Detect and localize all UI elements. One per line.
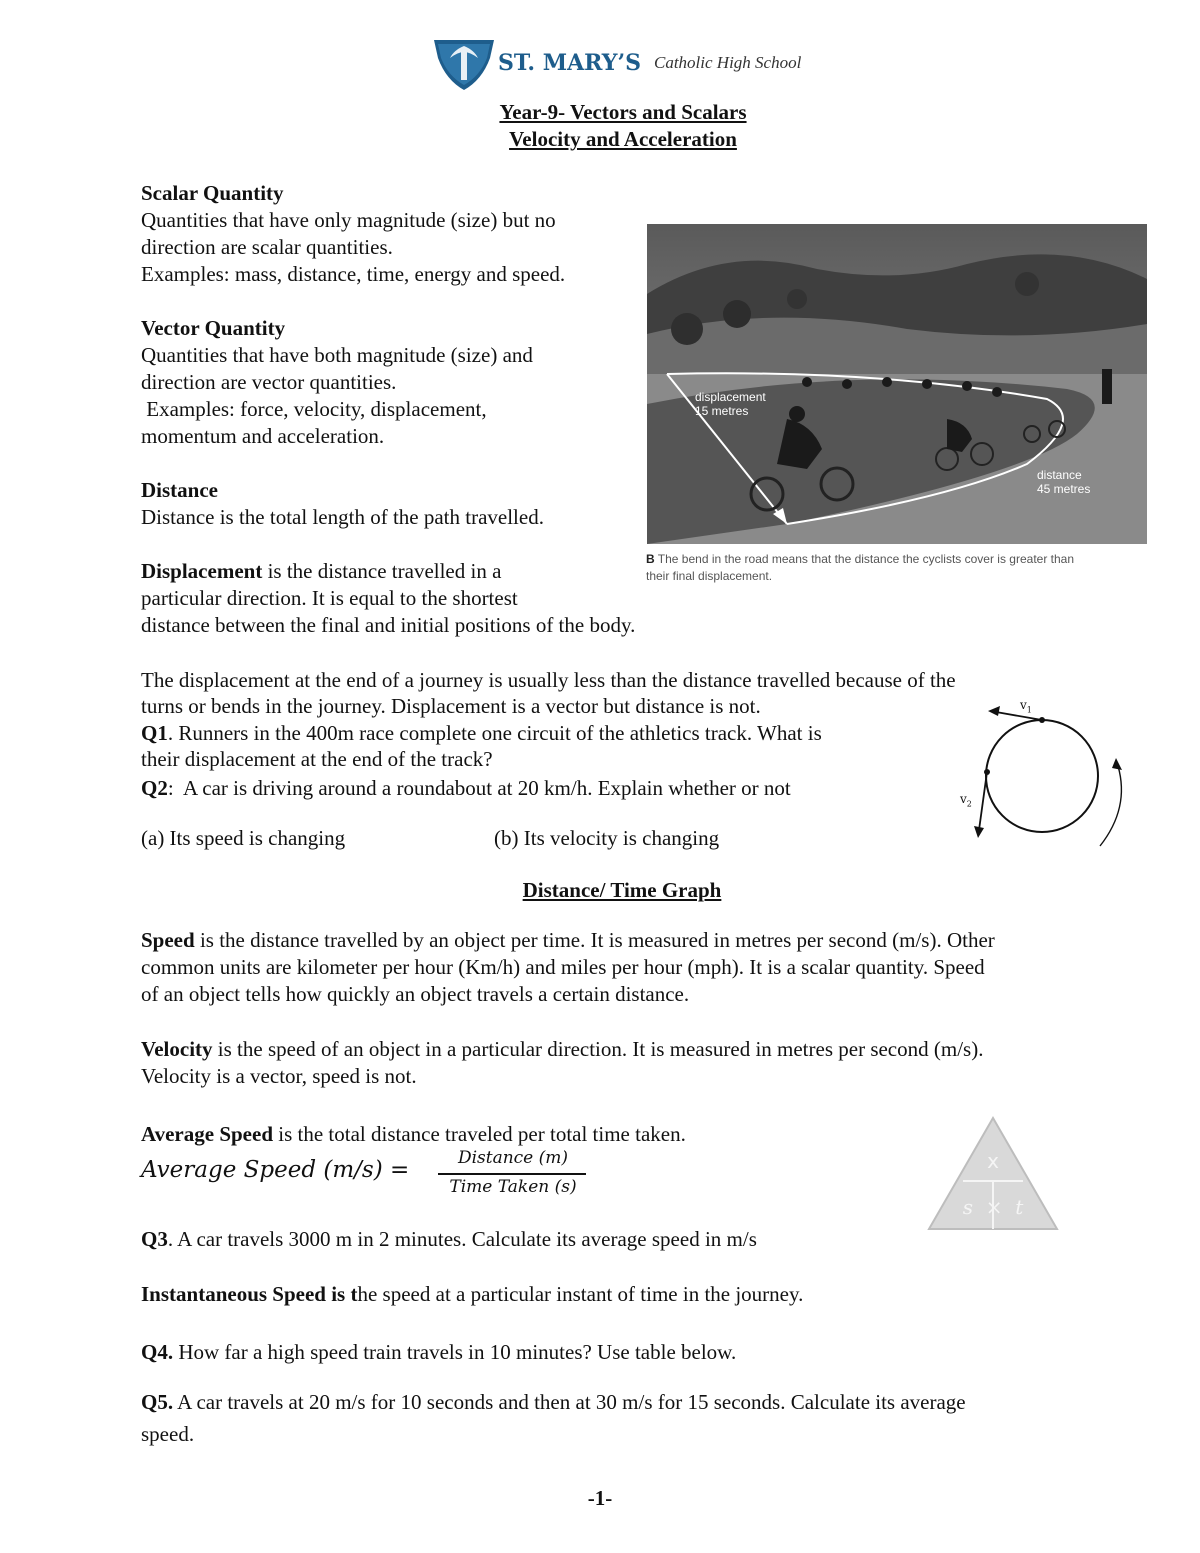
school-name: ST. MARY’S [498,50,642,76]
q1-text: . Runners in the 400m race complete one circuit of the athletics track. What is [167,721,822,745]
scalar-line-2: direction are scalar quantities. [141,235,393,259]
q2-text: : A car is driving around a roundabout at 20 km/h. Explain whether or not [167,776,791,800]
q5-label: Q5. [141,1390,174,1414]
graph-section-title: Distance/ Time Graph [522,878,722,902]
q4-text: How far a high speed train travels in 10 minutes? Use table below. [173,1340,737,1364]
photo-caption-line-2: their final displacement. [646,569,773,583]
q1-line-2: their displacement at the end of the track? [141,747,493,771]
displacement-line-3: distance between the final and initial positions of the body. [141,613,636,637]
v1-label [1020,698,1032,714]
formula-denominator: Time Taken (s) [449,1177,577,1197]
speed-line-2: common units are kilometer per hour (Km/h) and miles per hour (mph). It is a scalar quantity. Speed [141,955,985,979]
scalar-line-1: Quantities that have only magnitude (size) but no [141,208,556,232]
journey-line-1: The displacement at the end of a journey is usually less than the distance travelled because of the [141,668,956,692]
velocity-line-2: Velocity is a vector, speed is not. [141,1064,417,1088]
formula-lhs: Average Speed (m/s) = [141,1157,410,1183]
speed-line-1 [141,927,995,954]
page-number: -1- [587,1486,613,1510]
v1-symbol: v [1020,698,1027,712]
velocity-term: Velocity [141,1037,213,1061]
school-subtitle: Catholic High School [654,53,802,72]
q3-line [141,1226,757,1253]
speed-line-3: of an object tells how quickly an object travels a certain distance. [141,982,690,1006]
formula-numerator: Distance (m) [457,1148,569,1168]
v2-subscript: 2 [966,799,972,809]
vector-line-2: direction are vector quantities. [141,370,397,394]
triangle-bottom-label: s × t [962,1195,1024,1219]
roundabout-diagram [950,696,1140,856]
q2-label: Q2 [141,776,168,800]
displacement-line-1-rest: is the distance travelled in a [262,559,502,583]
q4-line [141,1339,736,1366]
q5-text: A car travels at 20 m/s for 10 seconds and then at 30 m/s for 15 seconds. Calculate its average [173,1390,966,1414]
average-speed-line [141,1121,686,1148]
cyclist-photo [647,224,1147,544]
q3-text: . A car travels 3000 m in 2 minutes. Calculate its average speed in m/s [167,1227,757,1251]
page-subtitle: Velocity and Acceleration [509,127,737,151]
average-speed-rest: is the total distance traveled per total time taken. [273,1122,686,1146]
displacement-term: Displacement [141,559,263,583]
average-speed-term: Average Speed [141,1122,273,1146]
q5-line-2: speed. [141,1422,195,1446]
caption-line-1-text: The bend in the road means that the distance the cyclists cover is greater than [654,552,1075,566]
photo-label-displacement-line-1: displacement [695,390,766,404]
velocity-line-1 [141,1036,983,1063]
v2-label [960,792,972,808]
v1-subscript: 1 [1026,705,1032,715]
q3-label: Q3 [141,1227,168,1251]
q2-part-b: (b) Its velocity is changing [494,826,720,850]
photo-label-displacement [695,390,766,418]
roundabout-svg [950,696,1140,856]
q2-line [141,775,791,802]
instantaneous-rest: he speed at a particular instant of time in the journey. [357,1282,804,1306]
vector-line-3: Examples: force, velocity, displacement, [141,397,487,421]
q4-label: Q4. [141,1340,174,1364]
page-title: Year-9- Vectors and Scalars [499,100,747,124]
triangle-top-label: x [987,1149,999,1173]
photo-caption-line-1 [646,551,1146,568]
displacement-line-2: particular direction. It is equal to the shortest [141,586,518,610]
photo-label-distance-line-1: distance [1037,468,1082,482]
photo-label-displacement-line-2: 15 metres [695,404,749,418]
instantaneous-line [141,1281,803,1308]
shield-icon [432,36,496,92]
vector-line-1: Quantities that have both magnitude (size) and [141,343,533,367]
scalar-heading: Scalar Quantity [141,181,284,205]
school-logo [432,36,812,92]
q5-line-1 [141,1389,966,1416]
scalar-line-3: Examples: mass, distance, time, energy and speed. [141,262,566,286]
speed-term: Speed [141,928,195,952]
v2-symbol: v [960,792,967,806]
speed-triangle [926,1115,1060,1232]
distance-heading: Distance [141,478,218,502]
caption-letter: B [646,552,655,566]
q1-line-1 [141,720,822,747]
photo-label-distance [1037,468,1090,496]
photo-label-distance-line-2: 45 metres [1037,482,1091,496]
vector-line-4: momentum and acceleration. [141,424,385,448]
formula-fraction-bar [438,1173,586,1175]
q1-label: Q1 [141,721,168,745]
q2-part-a: (a) Its speed is changing [141,826,346,850]
cyclist-photo-illustration [647,224,1147,544]
photo-caption [646,551,1146,585]
speed-line-1-rest: is the distance travelled by an object per time. It is measured in metres per second (m/s). Other [194,928,995,952]
displacement-line-1 [141,558,501,585]
velocity-line-1-rest: is the speed of an object in a particular direction. It is measured in metres per second (m/s). [212,1037,984,1061]
instantaneous-term: Instantaneous Speed is t [141,1282,358,1306]
distance-text: Distance is the total length of the path travelled. [141,505,544,529]
vector-heading: Vector Quantity [141,316,286,340]
journey-line-2: turns or bends in the journey. Displacement is a vector but distance is not. [141,694,761,718]
